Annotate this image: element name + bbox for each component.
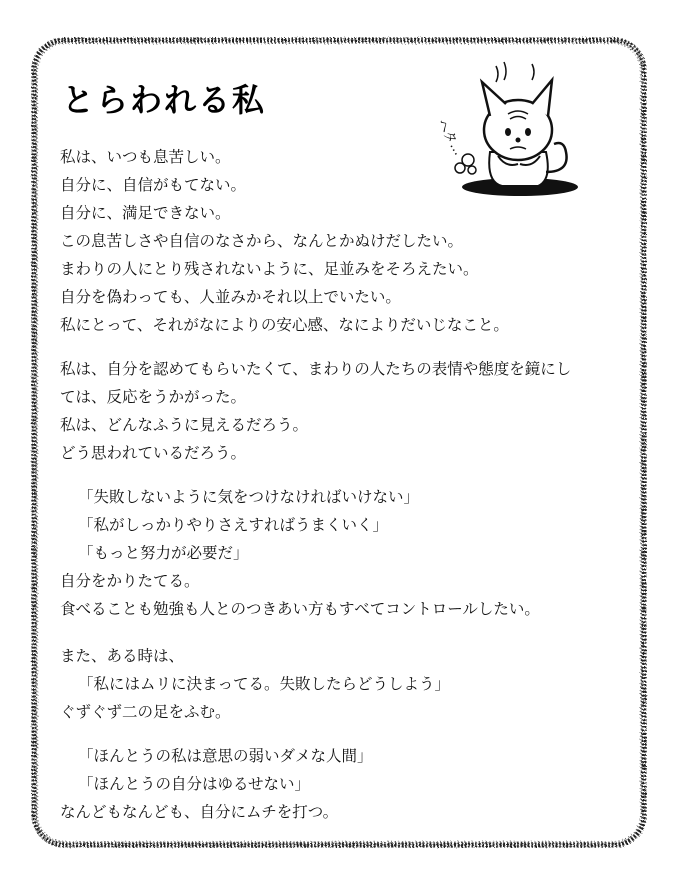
paragraph-3 [60,483,540,623]
text-line: まわりの人にとり残されないように、足並みをそろえたい。 [60,260,479,278]
quote-line: 「失敗しないように気をつけなければいけない」 [78,488,420,506]
text-line: 私は、どんなふうに見えるだろう。 [60,416,309,434]
text-line: この息苦しさや自信のなさから、なんとかぬけだしたい。 [60,232,464,250]
text-line: どう思われているだろう。 [60,444,247,462]
text-line: また、ある時は、 [60,647,185,665]
text-line: 私は、いつも息苦しい。 [60,148,231,166]
text-line: 私にとって、それがなによりの安心感、なによりだいじなこと。 [60,316,509,334]
paragraph-4 [60,642,450,726]
quote-line: 「私がしっかりやりさえすればうまくいく」 [78,516,389,534]
text-line: 私は、自分を認めてもらいたくて、まわりの人たちの表情や態度を鏡にし [60,360,572,378]
quote-line: 「ほんとうの自分はゆるせない」 [78,775,311,793]
page-title: とらわれる私 [62,81,267,119]
text-line: 自分に、満足できない。 [60,204,231,222]
sound-effect-label: ヘタ… [433,116,466,159]
quote-line: 「私にはムリに決まってる。失敗したらどうしよう」 [78,675,451,693]
paragraph-2 [60,355,571,467]
paragraph-1 [60,143,509,339]
text-line: なんどもなんども、自分にムチを打つ。 [60,803,339,821]
text-line: 食べることも勉強も人とのつきあい方もすべてコントロールしたい。 [60,600,540,618]
quote-line: 「もっと努力が必要だ」 [78,544,249,562]
text-line: 自分をかりたてる。 [60,572,200,590]
quote-line: 「ほんとうの私は意思の弱いダメな人間」 [78,747,373,765]
text-line: ては、反応をうかがった。 [60,388,247,406]
text-line: ぐずぐず二の足をふむ。 [60,703,231,721]
paragraph-5 [60,742,373,826]
text-line: 自分を偽わっても、人並みかそれ以上でいたい。 [60,288,401,306]
text-line: 自分に、自信がもてない。 [60,176,247,194]
